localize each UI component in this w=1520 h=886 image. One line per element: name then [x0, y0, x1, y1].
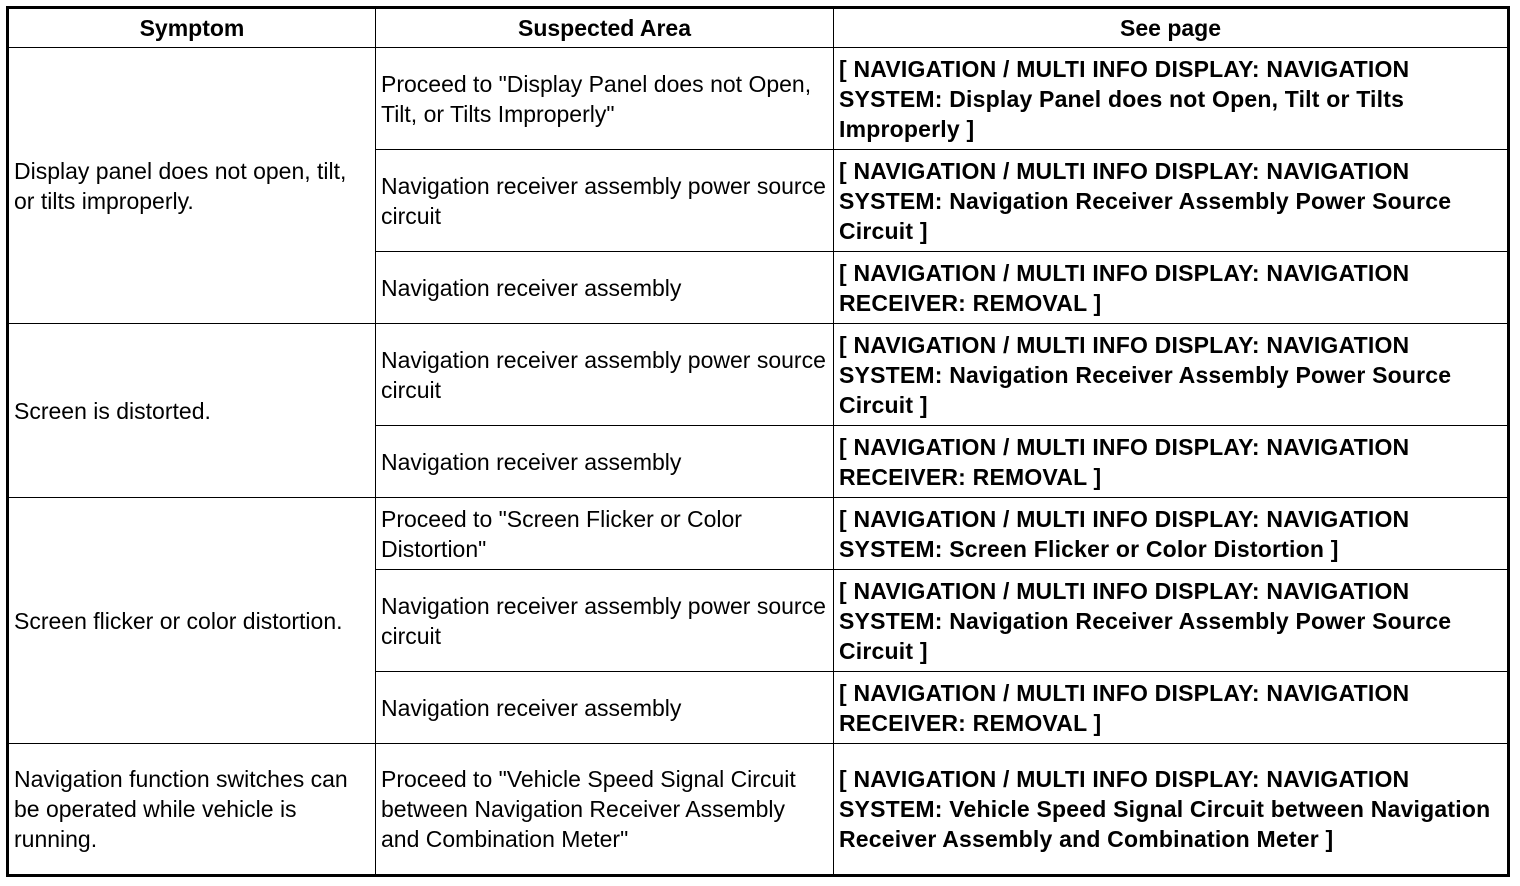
table-row [8, 48, 1509, 150]
see-page-link[interactable]: [ NAVIGATION / MULTI INFO DISPLAY: NAVIGATION RECEIVER: REMOVAL ] [834, 426, 1509, 498]
suspected-area-cell: Navigation receiver assembly power source circuit [376, 150, 834, 252]
table-row [8, 324, 1509, 426]
suspected-area-cell: Proceed to "Display Panel does not Open, Tilt, or Tilts Improperly" [376, 48, 834, 150]
suspected-area-cell: Navigation receiver assembly power source circuit [376, 570, 834, 672]
see-page-link[interactable]: [ NAVIGATION / MULTI INFO DISPLAY: NAVIGATION SYSTEM: Display Panel does not Open, Tilt or Tilts Improperly ] [834, 48, 1509, 150]
table-row [8, 744, 1509, 876]
symptom-cell: Screen flicker or color distortion. [8, 498, 376, 744]
suspected-area-cell: Proceed to "Vehicle Speed Signal Circuit between Navigation Receiver Assembly and Combination Meter" [376, 744, 834, 876]
see-page-link[interactable]: [ NAVIGATION / MULTI INFO DISPLAY: NAVIGATION SYSTEM: Navigation Receiver Assembly Power Source Circuit ] [834, 324, 1509, 426]
see-page-link[interactable]: [ NAVIGATION / MULTI INFO DISPLAY: NAVIGATION SYSTEM: Screen Flicker or Color Distortion ] [834, 498, 1509, 570]
header-symptom: Symptom [8, 8, 376, 48]
see-page-link[interactable]: [ NAVIGATION / MULTI INFO DISPLAY: NAVIGATION SYSTEM: Navigation Receiver Assembly Power Source Circuit ] [834, 150, 1509, 252]
symptom-cell: Navigation function switches can be operated while vehicle is running. [8, 744, 376, 876]
see-page-link[interactable]: [ NAVIGATION / MULTI INFO DISPLAY: NAVIGATION RECEIVER: REMOVAL ] [834, 672, 1509, 744]
see-page-link[interactable]: [ NAVIGATION / MULTI INFO DISPLAY: NAVIGATION RECEIVER: REMOVAL ] [834, 252, 1509, 324]
table-row [8, 498, 1509, 570]
header-suspected-area: Suspected Area [376, 8, 834, 48]
suspected-area-cell: Navigation receiver assembly [376, 672, 834, 744]
suspected-area-cell: Navigation receiver assembly [376, 426, 834, 498]
see-page-link[interactable]: [ NAVIGATION / MULTI INFO DISPLAY: NAVIGATION SYSTEM: Vehicle Speed Signal Circuit between Navigation Receiver Assembly and Combination Meter ] [834, 744, 1509, 876]
table-body [8, 48, 1509, 876]
see-page-link[interactable]: [ NAVIGATION / MULTI INFO DISPLAY: NAVIGATION SYSTEM: Navigation Receiver Assembly Power Source Circuit ] [834, 570, 1509, 672]
suspected-area-cell: Proceed to "Screen Flicker or Color Distortion" [376, 498, 834, 570]
troubleshooting-table [6, 6, 1510, 877]
suspected-area-cell: Navigation receiver assembly power source circuit [376, 324, 834, 426]
suspected-area-cell: Navigation receiver assembly [376, 252, 834, 324]
table-header [8, 8, 1509, 48]
header-see-page: See page [834, 8, 1509, 48]
header-row [8, 8, 1509, 48]
symptom-cell: Screen is distorted. [8, 324, 376, 498]
symptom-cell: Display panel does not open, tilt, or tilts improperly. [8, 48, 376, 324]
